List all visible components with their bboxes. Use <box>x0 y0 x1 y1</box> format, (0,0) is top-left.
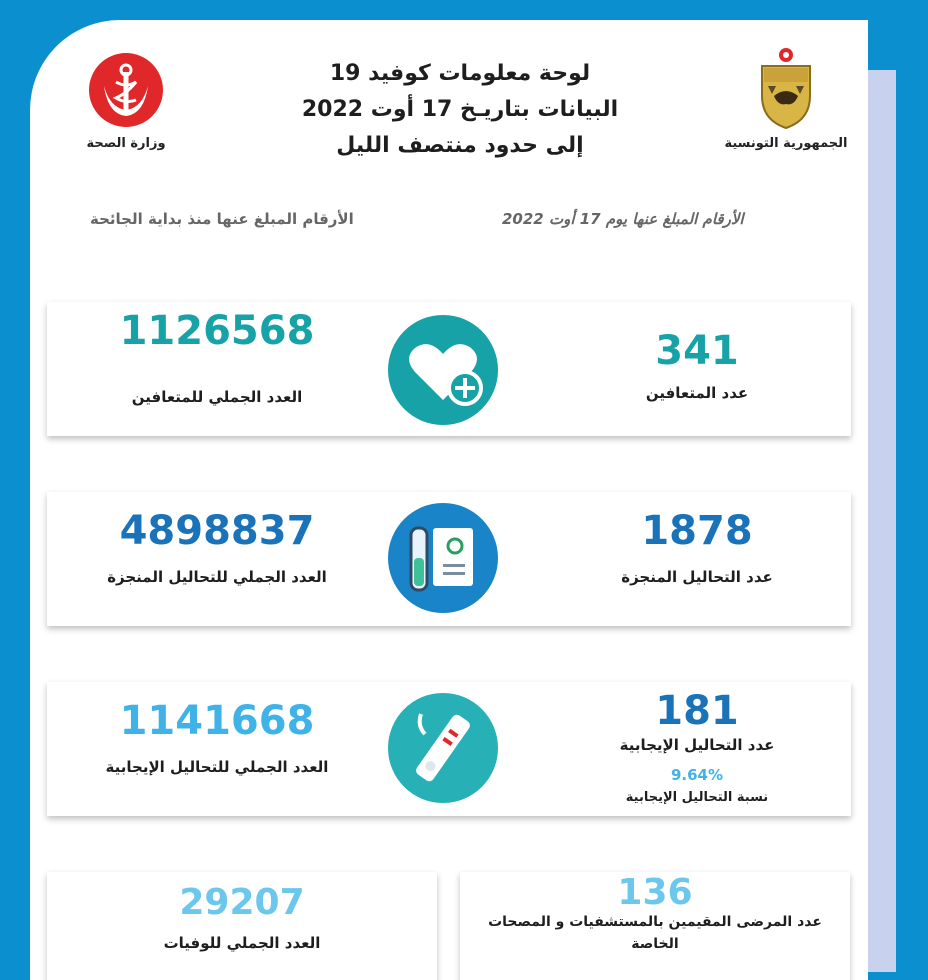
positive-tests-card <box>47 682 851 816</box>
total-recovered-value: 1126568 <box>119 308 315 354</box>
dashboard-panel <box>30 20 868 980</box>
recoveries-card <box>47 302 851 436</box>
ministry-logo <box>76 50 176 151</box>
daily-heading: الأرقام المبلغ عنها يوم 17 أوت 2022 <box>502 210 744 228</box>
republic-logo <box>716 46 856 151</box>
daily-tests-value: 1878 <box>641 508 753 554</box>
republic-coat-of-arms-icon <box>754 46 818 130</box>
tests-card <box>47 492 851 626</box>
daily-recovered-value: 341 <box>655 328 739 374</box>
daily-positive-value: 181 <box>655 688 739 734</box>
heart-plus-icon <box>387 314 499 426</box>
total-positive-value: 1141668 <box>119 698 315 744</box>
rapid-test-icon <box>387 692 499 804</box>
test-tube-report-icon <box>387 502 499 614</box>
total-tests-value: 4898837 <box>119 508 315 554</box>
total-recovered-label: العدد الجملي للمتعافين <box>131 388 303 406</box>
total-tests-label: العدد الجملي للتحاليل المنجزة <box>107 568 327 586</box>
total-deaths-value: 29207 <box>179 882 305 923</box>
side-strip <box>868 70 896 972</box>
title-line-2: البيانات بتاريـخ 17 أوت 2022 <box>301 97 619 122</box>
positivity-rate-label: نسبة التحاليل الإيجابية <box>625 790 769 805</box>
daily-positive-label: عدد التحاليل الإيجابية <box>619 736 775 754</box>
page-title <box>260 56 660 164</box>
daily-recovered-label: عدد المتعافين <box>645 384 749 402</box>
hospitalized-label-line-2: الخاصة <box>631 936 679 952</box>
cumulative-heading: الأرقام المبلغ عنها منذ بداية الجائحة <box>90 210 354 228</box>
ministry-caption: وزارة الصحة <box>86 136 166 151</box>
ministry-emblem-icon <box>86 50 166 130</box>
hospitalized-value: 136 <box>617 872 693 913</box>
title-line-3: إلى حدود منتصف الليل <box>336 133 584 158</box>
deaths-card <box>47 872 437 980</box>
daily-tests-label: عدد التحاليل المنجزة <box>621 568 773 586</box>
total-positive-label: العدد الجملي للتحاليل الإيجابية <box>105 758 329 776</box>
title-line-1: لوحة معلومات كوفيد 19 <box>329 61 591 86</box>
total-deaths-label: العدد الجملي للوفيات <box>163 934 321 952</box>
positivity-rate-value: 9.64% <box>670 766 724 784</box>
hospitalized-card <box>460 872 850 980</box>
hospitalized-label-line-1: عدد المرضى المقيمين بالمستشفيات و المصحات <box>488 914 822 930</box>
republic-caption: الجمهورية التونسية <box>724 136 848 151</box>
